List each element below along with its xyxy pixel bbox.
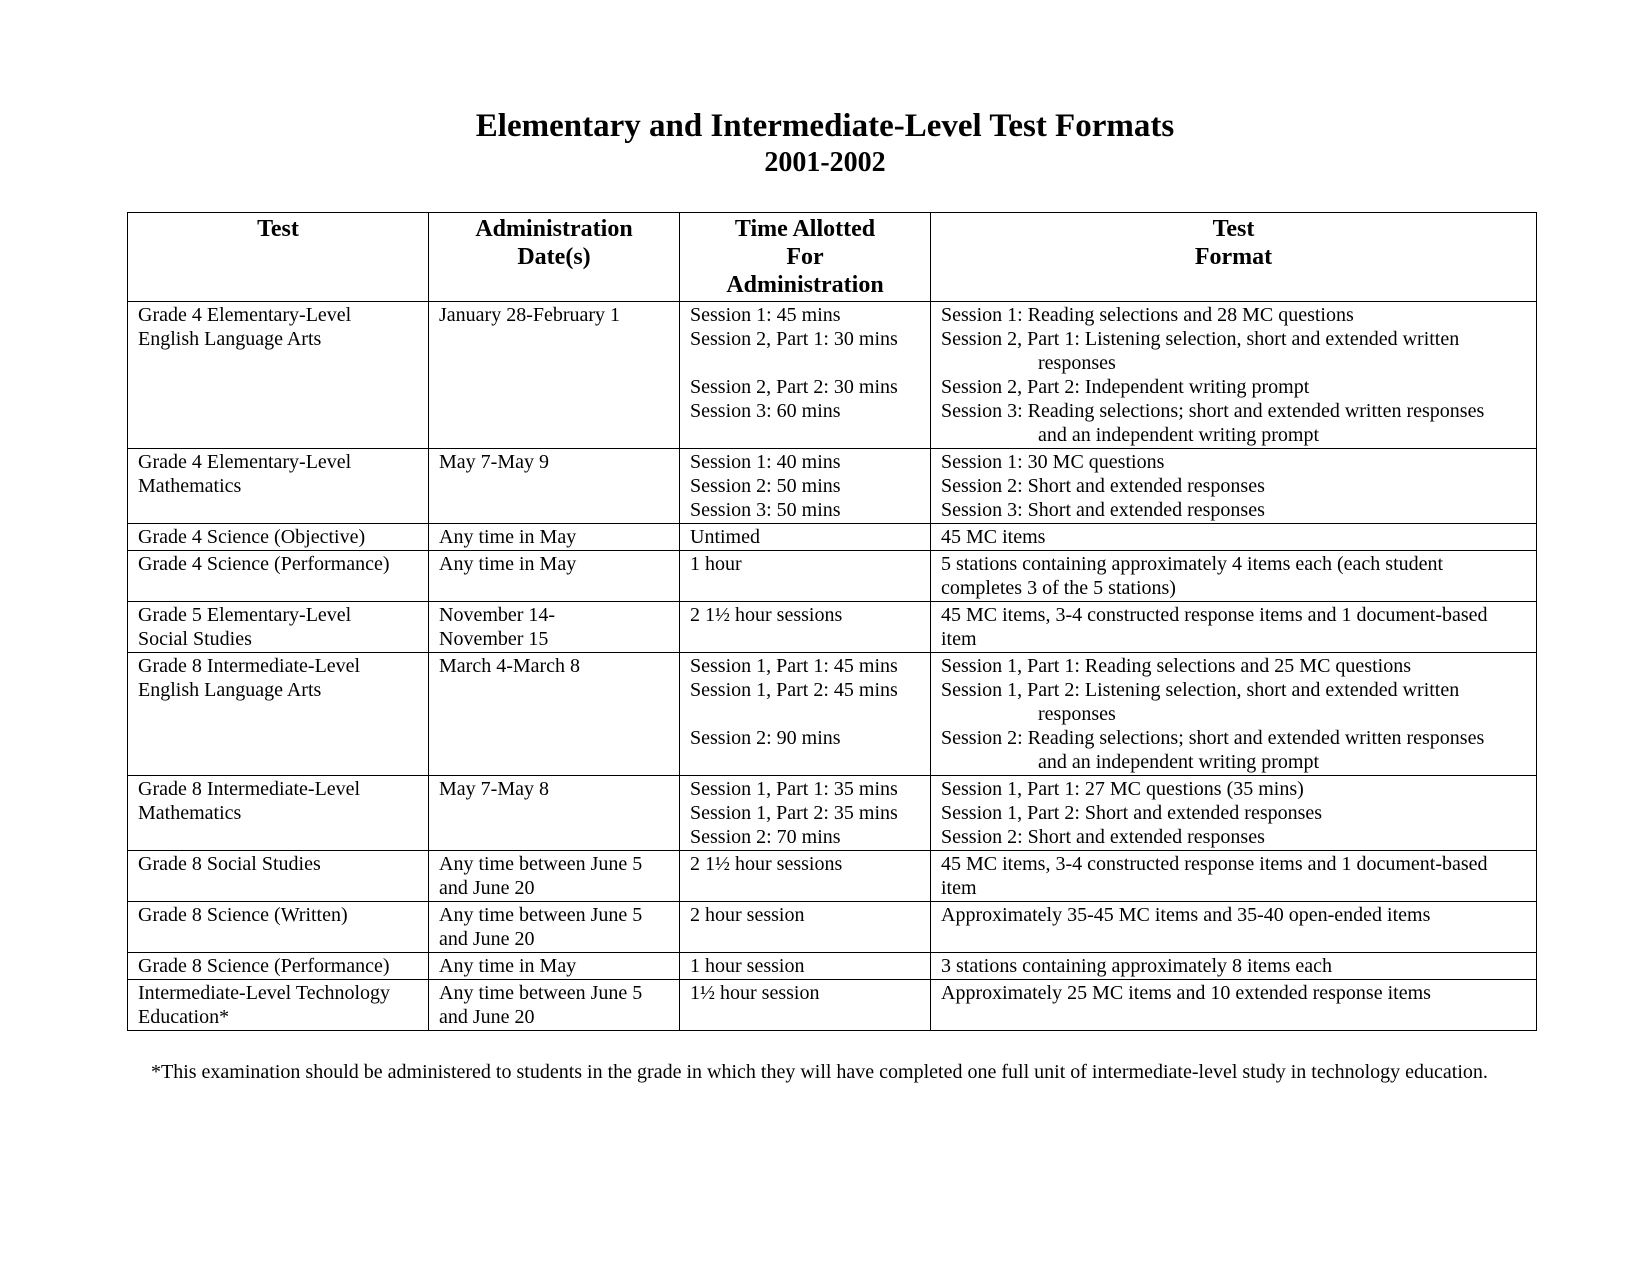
cell-line: Approximately 25 MC items and 10 extended response items — [941, 982, 1431, 1004]
cell-line: Any time in May — [439, 955, 577, 977]
header-line: Test — [257, 216, 299, 242]
cell-test-format — [931, 653, 1537, 776]
cell-line: March 4-March 8 — [439, 655, 581, 677]
cell-line: Intermediate-Level Technology — [138, 982, 391, 1004]
cell-time-allotted — [680, 602, 931, 653]
cell-line: and an independent writing prompt — [1038, 751, 1320, 773]
cell-administration-dates — [429, 953, 680, 980]
header-line: Administration — [475, 216, 633, 242]
cell-line: item — [941, 877, 977, 899]
cell-line: May 7-May 9 — [439, 451, 549, 473]
cell-test — [128, 602, 429, 653]
cell-line: Grade 8 Intermediate-Level — [138, 655, 361, 677]
column-header-test-format — [931, 213, 1537, 302]
cell-time-allotted — [680, 551, 931, 602]
cell-line: item — [941, 628, 977, 650]
cell-line: Any time between June 5 — [439, 853, 643, 875]
cell-line: Session 1, Part 2: 45 mins — [690, 679, 898, 701]
cell-test — [128, 653, 429, 776]
cell-test — [128, 953, 429, 980]
cell-line: 2 1½ hour sessions — [690, 604, 843, 626]
cell-line: Grade 4 Elementary-Level — [138, 304, 352, 326]
cell-line: responses — [1038, 703, 1116, 725]
cell-administration-dates — [429, 524, 680, 551]
cell-line: Session 1, Part 1: 45 mins — [690, 655, 898, 677]
header-row — [128, 213, 1537, 302]
header-line: Time Allotted — [734, 216, 876, 242]
table-row — [128, 851, 1537, 902]
cell-line: 45 MC items, 3-4 constructed response items and 1 document-based — [941, 853, 1488, 875]
cell-line: 45 MC items — [941, 526, 1046, 548]
cell-line: 1½ hour session — [690, 982, 820, 1004]
cell-line: May 7-May 8 — [439, 778, 549, 800]
header-line: For — [786, 244, 824, 270]
cell-test — [128, 851, 429, 902]
cell-line: 2 1½ hour sessions — [690, 853, 843, 875]
cell-time-allotted — [680, 851, 931, 902]
cell-time-allotted — [680, 902, 931, 953]
cell-time-allotted — [680, 449, 931, 524]
cell-time-allotted — [680, 524, 931, 551]
cell-line: Session 2, Part 1: 30 mins — [690, 328, 898, 350]
cell-line: Grade 8 Science (Performance) — [138, 955, 390, 977]
column-header-time-allotted — [680, 213, 931, 302]
table-body — [128, 302, 1537, 1031]
cell-line: Social Studies — [138, 628, 252, 650]
table-row — [128, 653, 1537, 776]
cell-line: Session 1, Part 1: 35 mins — [690, 778, 898, 800]
cell-line: Grade 4 Elementary-Level — [138, 451, 352, 473]
cell-line: Session 1, Part 2: Listening selection, short and extended written — [941, 679, 1460, 701]
cell-line: 5 stations containing approximately 4 items each (each student — [941, 553, 1444, 575]
header-line: Date(s) — [517, 244, 591, 270]
footnote: *This examination should be administered to students in the grade in which they will have completed one full unit of intermediate-level study in technology education. — [151, 1061, 1488, 1083]
cell-line: Grade 4 Science (Performance) — [138, 553, 390, 575]
cell-line: Grade 8 Social Studies — [138, 853, 321, 875]
cell-administration-dates — [429, 449, 680, 524]
table-row — [128, 302, 1537, 449]
document-title: Elementary and Intermediate-Level Test Formats — [475, 108, 1175, 144]
column-header-administration-dates — [429, 213, 680, 302]
cell-line: Any time in May — [439, 526, 577, 548]
cell-line — [690, 351, 920, 375]
cell-line: and June 20 — [439, 928, 535, 950]
cell-test — [128, 776, 429, 851]
document-subtitle: 2001-2002 — [764, 147, 886, 178]
table-row — [128, 980, 1537, 1031]
cell-time-allotted — [680, 776, 931, 851]
cell-time-allotted — [680, 980, 931, 1031]
cell-line: 2 hour session — [690, 904, 805, 926]
cell-test-format — [931, 524, 1537, 551]
cell-line: Session 1: 30 MC questions — [941, 451, 1165, 473]
cell-line: English Language Arts — [138, 328, 322, 350]
cell-test — [128, 902, 429, 953]
cell-test-format — [931, 902, 1537, 953]
cell-test-format — [931, 602, 1537, 653]
cell-administration-dates — [429, 551, 680, 602]
cell-line: Session 2: 70 mins — [690, 826, 841, 848]
cell-test — [128, 449, 429, 524]
table-row — [128, 551, 1537, 602]
cell-line: Approximately 35-45 MC items and 35-40 open-ended items — [941, 904, 1431, 926]
cell-test-format — [931, 776, 1537, 851]
cell-test-format — [931, 551, 1537, 602]
cell-line: January 28-February 1 — [439, 304, 621, 326]
cell-administration-dates — [429, 776, 680, 851]
column-header-test — [128, 213, 429, 302]
cell-line: responses — [1038, 352, 1116, 374]
test-formats-table — [127, 212, 1537, 1031]
cell-line: Session 1, Part 1: 27 MC questions (35 mins) — [941, 778, 1304, 800]
cell-line: Session 3: 50 mins — [690, 499, 841, 521]
header-line: Test — [1212, 216, 1255, 242]
cell-administration-dates — [429, 980, 680, 1031]
cell-test — [128, 551, 429, 602]
cell-test-format — [931, 851, 1537, 902]
table-row — [128, 776, 1537, 851]
cell-line: Session 2, Part 2: Independent writing prompt — [941, 376, 1310, 398]
cell-line: Any time in May — [439, 553, 577, 575]
cell-line: Session 2: 90 mins — [690, 727, 841, 749]
cell-administration-dates — [429, 851, 680, 902]
cell-line: 1 hour session — [690, 955, 805, 977]
cell-line: Session 2: 50 mins — [690, 475, 841, 497]
table-row — [128, 524, 1537, 551]
cell-line: Any time between June 5 — [439, 904, 643, 926]
cell-test-format — [931, 302, 1537, 449]
cell-line: Session 1, Part 1: Reading selections and 25 MC questions — [941, 655, 1411, 677]
cell-line: Session 2: Reading selections; short and extended written responses — [941, 727, 1485, 749]
cell-line: Session 2, Part 2: 30 mins — [690, 376, 898, 398]
cell-administration-dates — [429, 653, 680, 776]
cell-line: Session 3: Reading selections; short and extended written responses — [941, 400, 1485, 422]
cell-time-allotted — [680, 953, 931, 980]
cell-line: November 15 — [439, 628, 549, 650]
cell-time-allotted — [680, 302, 931, 449]
cell-line: Session 2: Short and extended responses — [941, 475, 1265, 497]
cell-test — [128, 524, 429, 551]
cell-line: November 14- — [439, 604, 556, 626]
cell-line: Session 1: Reading selections and 28 MC questions — [941, 304, 1354, 326]
cell-line: 3 stations containing approximately 8 items each — [941, 955, 1333, 977]
cell-line: Session 2: Short and extended responses — [941, 826, 1265, 848]
cell-line: completes 3 of the 5 stations) — [941, 577, 1176, 599]
cell-line: Mathematics — [138, 475, 242, 497]
cell-test-format — [931, 953, 1537, 980]
table-row — [128, 449, 1537, 524]
cell-line: Session 1: 45 mins — [690, 304, 841, 326]
cell-line: Session 3: 60 mins — [690, 400, 841, 422]
cell-test — [128, 302, 429, 449]
cell-line — [690, 702, 920, 726]
cell-line: Any time between June 5 — [439, 982, 643, 1004]
cell-line: Education* — [138, 1006, 230, 1028]
cell-line: Session 1, Part 2: Short and extended responses — [941, 802, 1323, 824]
table-header — [128, 213, 1537, 302]
cell-time-allotted — [680, 653, 931, 776]
cell-line: Grade 8 Intermediate-Level — [138, 778, 361, 800]
table-row — [128, 953, 1537, 980]
cell-line: English Language Arts — [138, 679, 322, 701]
table-row — [128, 902, 1537, 953]
cell-test-format — [931, 449, 1537, 524]
cell-administration-dates — [429, 302, 680, 449]
cell-line: Mathematics — [138, 802, 242, 824]
cell-administration-dates — [429, 902, 680, 953]
cell-line: Grade 5 Elementary-Level — [138, 604, 352, 626]
cell-line: Session 3: Short and extended responses — [941, 499, 1265, 521]
cell-line: and June 20 — [439, 1006, 535, 1028]
cell-line: Untimed — [690, 526, 760, 548]
cell-line: 1 hour — [690, 553, 742, 575]
cell-line: Session 2, Part 1: Listening selection, short and extended written — [941, 328, 1460, 350]
table-row — [128, 602, 1537, 653]
cell-line: and June 20 — [439, 877, 535, 899]
cell-line: Session 1: 40 mins — [690, 451, 841, 473]
cell-line: Session 1, Part 2: 35 mins — [690, 802, 898, 824]
cell-test — [128, 980, 429, 1031]
cell-line: Grade 8 Science (Written) — [138, 904, 348, 926]
header-line: Format — [1194, 244, 1273, 270]
cell-line: Grade 4 Science (Objective) — [138, 526, 366, 548]
cell-line: 45 MC items, 3-4 constructed response items and 1 document-based — [941, 604, 1488, 626]
header-line: Administration — [726, 272, 884, 298]
cell-line: and an independent writing prompt — [1038, 424, 1320, 446]
cell-test-format — [931, 980, 1537, 1031]
cell-administration-dates — [429, 602, 680, 653]
